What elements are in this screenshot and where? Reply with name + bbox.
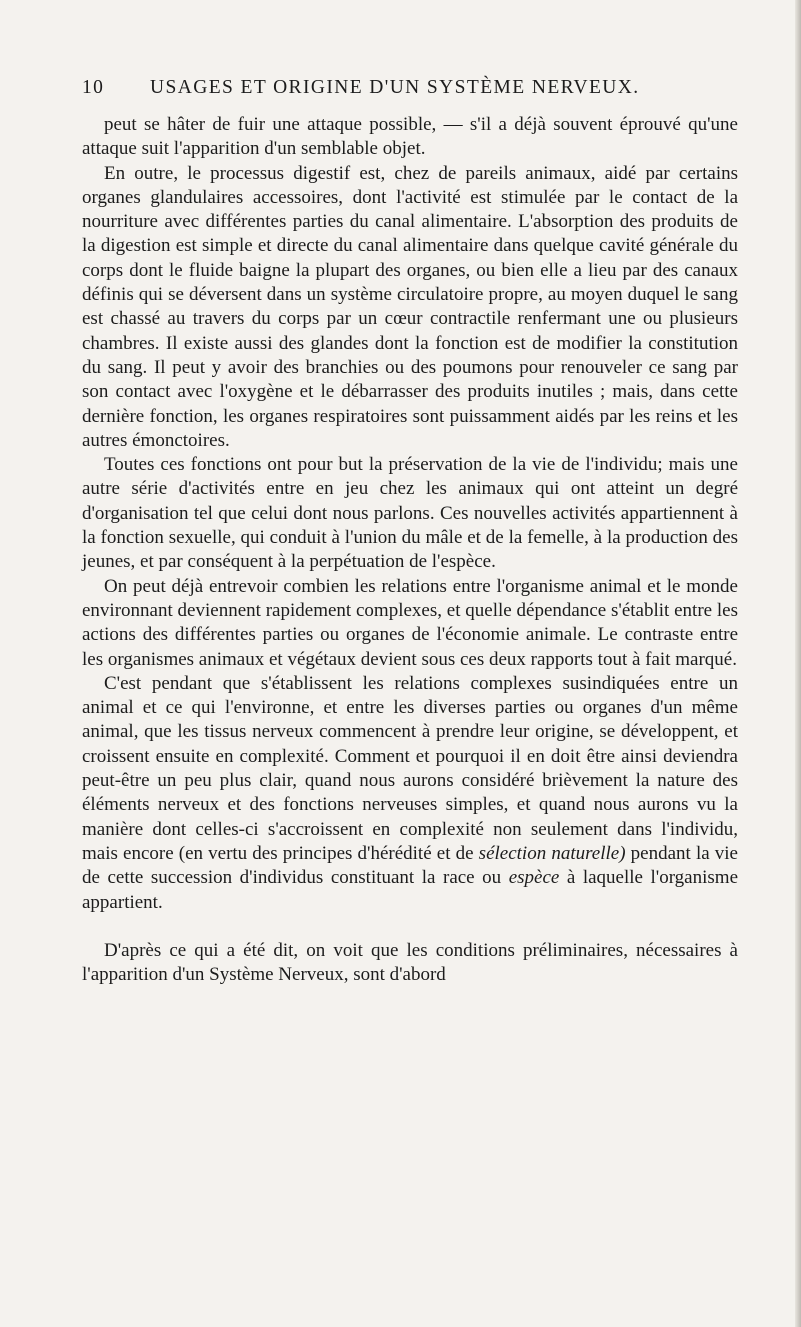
italic-term-selection-naturelle: sélection naturelle) [478,842,626,864]
running-header [82,77,682,103]
paragraph-text: pendant la vie de cette succession d'individus constituant la race ou [82,842,738,889]
paragraph-text: On peut déjà entrevoir combien les relations entre l'organisme animal et le monde environnant deviennent rapidement complexes, et quelle dépendance s'établit entre les actions des différentes parties ou organes de l'économie animale. Le contraste entre les organismes animaux et végétaux devient sous ces deux rapports tout à fait marqué. [82,575,738,670]
paragraph-1 [82,113,738,162]
page-edge-shadow [795,0,801,1327]
paragraph-text: En outre, le processus digestif est, chez de pareils animaux, aidé par certains organes glandulaires accessoires, dont l'activité est stimulée par le contact de la nourriture avec différentes parties du canal alimentaire. L'absorption des produits de la digestion est simple et directe du canal alimentaire dans quelque cavité générale du corps dont le fluide baigne la plupart des organes, ou bien elle a lieu par des canaux définis qui se déversent dans un système circulatoire propre, au moyen duquel le sang est chassé au travers du corps par un cœur contractile renfermant une ou plusieurs chambres. Il existe aussi des glandes dont la fonction est de modifier la constitution du sang. Il peut y avoir des branchies ou des poumons pour renouveler ce sang par son contact avec l'oxygène et le débarrasser des produits inutiles ; mais, dans cette dernière fonction, les organes respiratoires sont puissamment aidés par les reins et les autres émonctoires. [82,162,738,451]
body-text [82,113,738,987]
paragraph-4 [82,575,738,672]
paragraph-text: C'est pendant que s'établissent les relations complexes susindiquées entre un animal et ce qui l'environne, et entre les diverses parties ou organes d'un même animal, que les tissus nerveux commencent à prendre leur origine, se développent, et croissent ensuite en complexité. Comment et pourquoi il en doit être ainsi deviendra peut-être un peu plus clair, quand nous aurons considéré brièvement la nature des éléments nerveux et des fonctions nerveuses simples, et quand nous aurons vu la manière dont celles-ci s'accroissent en complexité non seulement dans l'individu, mais encore (en vertu des principes d'hérédité et de [82,672,738,864]
paragraph-text: peut se hâter de fuir une attaque possible, — s'il a déjà souvent éprouvé qu'une attaque suit l'apparition d'un semblable objet. [82,114,738,160]
paragraph-text: à laquelle l'organisme appartient. [82,867,738,913]
paragraph-text: D'après ce qui a été dit, on voit que les conditions préliminaires, nécessaires à l'apparition d'un Système Nerveux, sont d'abord [82,939,738,986]
running-title: USAGES ET ORIGINE D'UN SYSTÈME NERVEUX. [150,77,640,98]
italic-term-espece: espèce [508,867,560,889]
paragraph-3 [82,453,738,574]
paragraph-2 [82,162,738,454]
paragraph-5 [82,672,738,915]
paragraph-text: Toutes ces fonctions ont pour but la préservation de la vie de l'individu; mais une autre série d'activités entre en jeu chez les animaux qui ont atteint un degré d'organisation tel que celui dont nous parlons. Ces nouvelles activités appartiennent à la fonction sexuelle, qui conduit à l'union du mâle et de la femelle, à la production des jeunes, et par conséquent à la perpétuation de l'espèce. [82,454,738,573]
paragraph-6 [82,939,738,988]
page-number: 10 [82,77,105,98]
